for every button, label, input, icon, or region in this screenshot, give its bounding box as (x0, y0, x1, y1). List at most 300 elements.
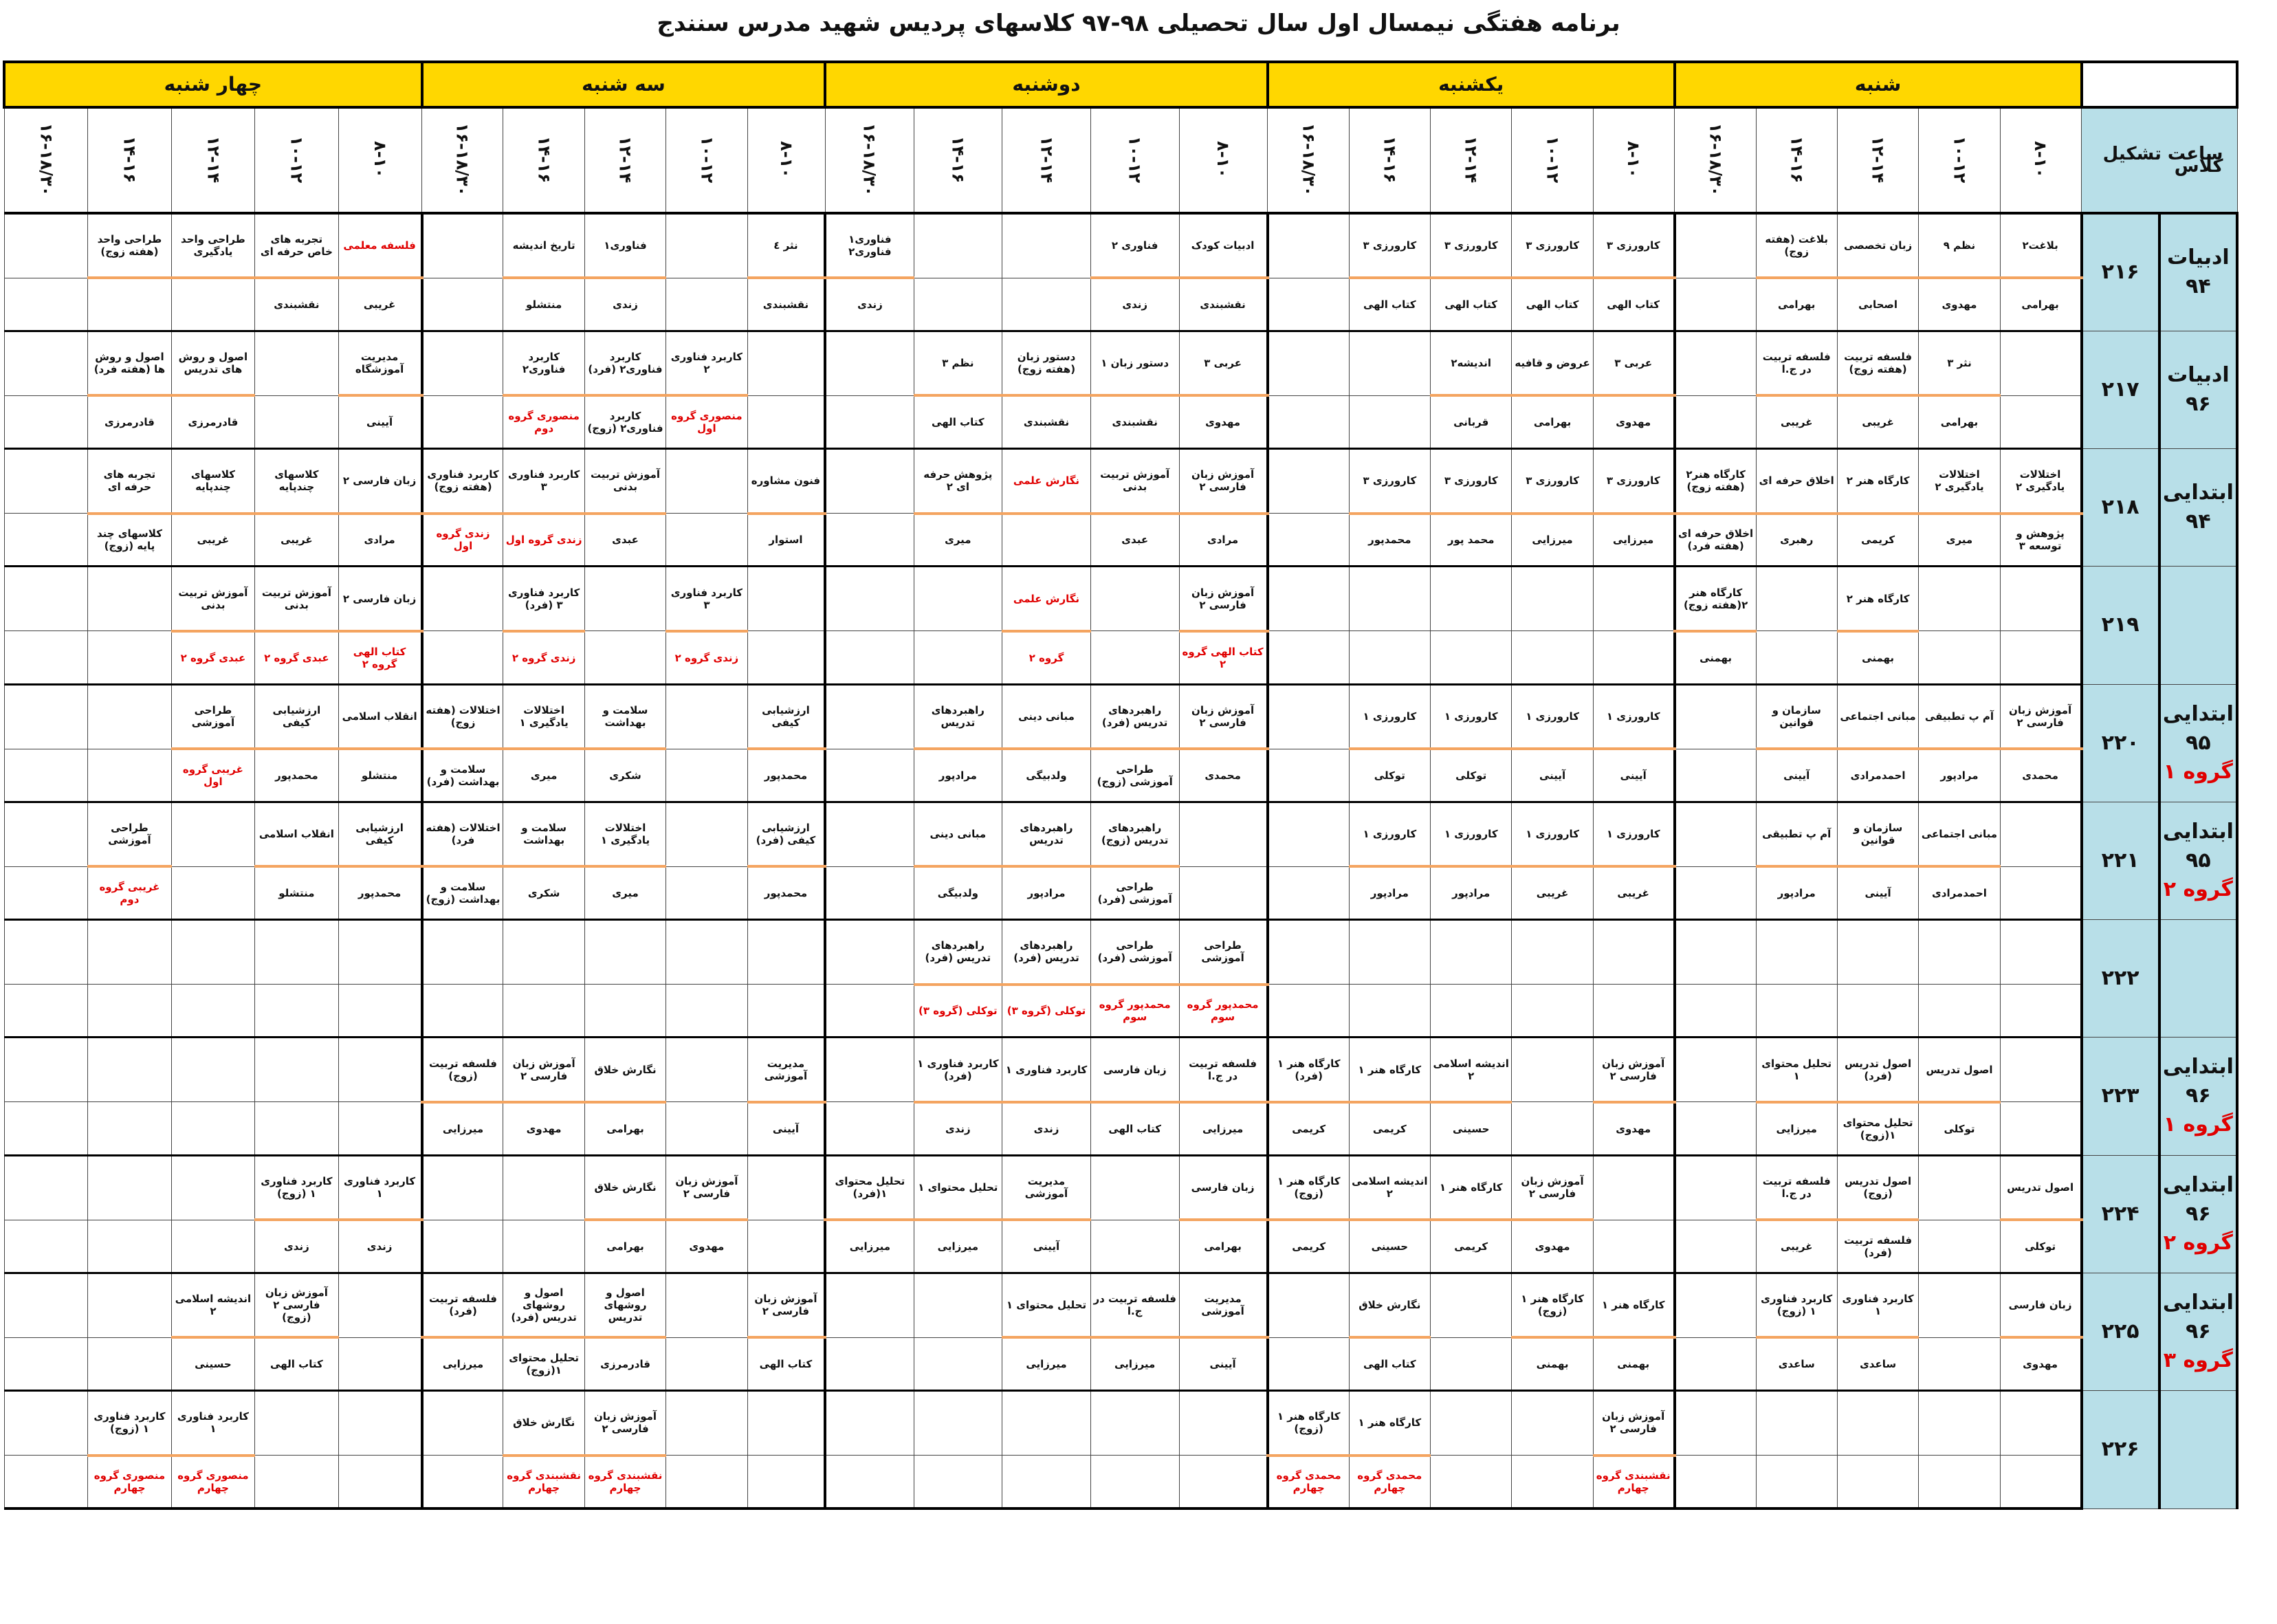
class-row (4, 802, 2237, 866)
course-cell: محمدپور (1349, 514, 1430, 567)
course-cell: آموزش زبان فارسی ۲ (666, 1155, 747, 1220)
course-cell: ساعدی (1837, 1337, 1918, 1390)
class-row (4, 684, 2237, 749)
course-cell: دستور زبان ۱ (1090, 331, 1179, 395)
class-row (4, 514, 2237, 567)
course-cell (338, 1273, 421, 1337)
time-slot-header (1756, 107, 1837, 213)
course-cell (1349, 395, 1430, 448)
course-cell: کلاسهای چندپایه (255, 449, 338, 514)
course-cell (584, 631, 666, 684)
class-row (4, 278, 2237, 331)
course-cell: کتاب الهی گروه ۲ (1179, 631, 1268, 684)
course-cell: راهبردهای تدریس (فرد) (1002, 920, 1091, 985)
class-label (2159, 1391, 2237, 1509)
course-cell: پژوهش و توسعه ۳ (2000, 514, 2081, 567)
course-cell (255, 331, 338, 395)
course-cell (338, 1337, 421, 1390)
course-cell: میرزایی (1756, 1102, 1837, 1155)
course-cell: زبان فارسی ۲ (338, 449, 421, 514)
course-cell (88, 920, 171, 985)
course-cell (171, 1038, 254, 1102)
course-cell: کاربرد فناوری۲ (فرد) (584, 331, 666, 395)
course-cell (422, 1456, 503, 1508)
course-cell (1512, 920, 1593, 985)
course-cell (1002, 1456, 1091, 1508)
course-cell: ولدبیگی (914, 866, 1002, 919)
course-cell: نقشبندی (255, 278, 338, 331)
course-cell: نثر ٤ (747, 213, 825, 278)
course-cell: کارگاه هنر ۱ (زوج) (1268, 1391, 1349, 1456)
course-cell: توکلی (گروه ۳) (914, 985, 1002, 1038)
course-cell: میرزایی (1512, 514, 1593, 567)
time-slot-header (4, 107, 88, 213)
course-cell (747, 1391, 825, 1456)
course-cell: مبانی اجتماعی (1919, 802, 2000, 866)
course-cell: بهمنی (1593, 1337, 1674, 1390)
course-cell: آیینی (1756, 749, 1837, 802)
course-cell: غریبی گروه دوم (88, 866, 171, 919)
course-cell (4, 1337, 88, 1390)
course-cell (747, 1220, 825, 1273)
course-cell (4, 920, 88, 985)
course-cell: آیینی (1837, 866, 1918, 919)
course-cell (88, 1220, 171, 1273)
time-slot-label: ۱۰-۱۲ (1949, 135, 1969, 183)
course-cell (4, 1273, 88, 1337)
course-cell: مهدوی (666, 1220, 747, 1273)
course-cell: کتاب الهی (1593, 278, 1674, 331)
course-cell (825, 631, 914, 684)
course-cell (1431, 920, 1512, 985)
course-cell (1268, 278, 1349, 331)
course-cell (4, 395, 88, 448)
course-cell (1593, 1220, 1674, 1273)
course-cell: مدیریت آموزشی (1002, 1155, 1091, 1220)
course-cell (1349, 331, 1430, 395)
course-cell: بهرامی (1919, 395, 2000, 448)
course-cell: نقشبندی گروه چهارم (584, 1456, 666, 1508)
course-cell (914, 1337, 1002, 1390)
course-cell: سازمان و قوانین (1837, 802, 1918, 866)
course-cell: میرزایی (1090, 1337, 1179, 1390)
course-cell: میرزایی (825, 1220, 914, 1273)
course-cell: کتاب الهی (255, 1337, 338, 1390)
class-group: گروه ۱ (2163, 759, 2233, 784)
course-cell (1675, 1391, 1756, 1456)
course-cell (825, 1337, 914, 1390)
time-slot-label: ۱۰-۱۲ (287, 135, 307, 183)
class-row (4, 1038, 2237, 1102)
course-cell: اندیشه اسلامی ۲ (1349, 1155, 1430, 1220)
course-cell: کارگاه هنر ۱ (فرد) (1268, 1038, 1349, 1102)
course-cell (422, 985, 503, 1038)
course-cell: مهدوی (1593, 395, 1674, 448)
course-cell: زندی (338, 1220, 421, 1273)
course-cell (1675, 1273, 1756, 1337)
course-cell: کارورزی ۳ (1431, 449, 1512, 514)
course-cell (1756, 985, 1837, 1038)
course-cell: فلسفه تربیت (زوج) (422, 1038, 503, 1102)
course-cell: عبدی (584, 514, 666, 567)
class-row (4, 1337, 2237, 1390)
course-cell: کاربرد فناوری۲ (503, 331, 584, 395)
course-cell: گروه ۲ (1002, 631, 1091, 684)
course-cell: فناوری۱ فناوری۲ (825, 213, 914, 278)
course-cell (171, 1102, 254, 1155)
course-cell (1675, 985, 1756, 1038)
class-label (2159, 1155, 2237, 1273)
time-slot-label: ۸-۱۰ (2031, 140, 2051, 178)
time-slot-header (1268, 107, 1349, 213)
course-cell: زبان فارسی (1179, 1155, 1268, 1220)
course-cell: فلسفه تربیت (فرد) (1837, 1220, 1918, 1273)
course-cell: کاربرد فناوری ۳ (503, 449, 584, 514)
course-cell: آموزش تربیت بدنی (171, 567, 254, 631)
class-name: ابتدایی ۹۵ (2162, 701, 2234, 755)
course-cell: اندیشه اسلامی ۲ (1431, 1038, 1512, 1102)
course-cell (1268, 1273, 1349, 1337)
course-cell: راهبردهای تدریس (فرد) (1090, 684, 1179, 749)
course-cell: آموزش زبان فارسی ۲ (2000, 684, 2081, 749)
course-cell: کاربرد فناوری ۱ (زوج) (255, 1155, 338, 1220)
course-cell: آیینی (1512, 749, 1593, 802)
course-cell: کاربرد فناوری ۱ (338, 1155, 421, 1220)
course-cell: محمدی گروه چهارم (1268, 1456, 1349, 1508)
course-cell (1002, 278, 1091, 331)
course-cell: میرزایی (422, 1337, 503, 1390)
course-cell (1675, 684, 1756, 749)
course-cell: نگارش خلاق (584, 1038, 666, 1102)
course-cell (914, 631, 1002, 684)
course-cell (2000, 920, 2081, 985)
course-cell: حسینی (171, 1337, 254, 1390)
course-cell (2000, 866, 2081, 919)
course-cell: محمدپور گروه سوم (1090, 985, 1179, 1038)
schedule-table (3, 61, 2238, 1510)
course-cell (914, 1391, 1002, 1456)
course-cell: کارگاه هنر ۱ (1349, 1391, 1430, 1456)
class-number: ۲۲۵ (2082, 1273, 2159, 1390)
course-cell: اندیشه۲ (1431, 331, 1512, 395)
course-cell: فلسفه تربیت در ج.ا (1756, 1155, 1837, 1220)
course-cell: کارورزی ۳ (1431, 213, 1512, 278)
course-cell (747, 631, 825, 684)
course-cell: ارزشیابی کیفی (338, 802, 421, 866)
course-cell: زندی (825, 278, 914, 331)
course-cell (1919, 1337, 2000, 1390)
course-cell: عبدی گروه ۲ (171, 631, 254, 684)
time-slot-label: ۱۴-۱۶ (948, 135, 968, 183)
schedule-body (4, 213, 2237, 1508)
course-cell (2000, 395, 2081, 448)
course-cell (1675, 1337, 1756, 1390)
course-cell (4, 278, 88, 331)
course-cell: زندی (584, 278, 666, 331)
course-cell (666, 749, 747, 802)
page-title: برنامه هفتگی نیمسال اول سال تحصیلی ۹۸-۹۷ کلاسهای پردیس شهید مدرس سنندج (657, 10, 1620, 37)
course-cell (4, 213, 88, 278)
course-cell (666, 449, 747, 514)
course-cell: میری (1919, 514, 2000, 567)
course-cell (825, 1456, 914, 1508)
course-cell: راهبردهای تدریس (فرد) (914, 920, 1002, 985)
course-cell (1756, 920, 1837, 985)
course-cell: سلامت و بهداشت (زوج) (422, 866, 503, 919)
course-cell (2000, 567, 2081, 631)
course-cell: سلامت و بهداشت (584, 684, 666, 749)
course-cell: کارگاه هنر ۱ (1349, 1038, 1430, 1102)
course-cell (1675, 1038, 1756, 1102)
course-cell: مبانی دینی (1002, 684, 1091, 749)
course-cell (171, 920, 254, 985)
time-slot-header (584, 107, 666, 213)
class-number: ۲۲۲ (2082, 920, 2159, 1038)
course-cell (1675, 1220, 1756, 1273)
class-row (4, 631, 2237, 684)
course-cell (584, 985, 666, 1038)
course-cell: غریبی (1837, 395, 1918, 448)
course-cell: کارورزی ۱ (1349, 802, 1430, 866)
time-slot-header (338, 107, 421, 213)
course-cell: غریبی (1756, 1220, 1837, 1273)
course-cell: مهدوی (2000, 1337, 2081, 1390)
course-cell: زبان تخصصی (1837, 213, 1918, 278)
course-cell (825, 1391, 914, 1456)
course-cell (88, 1337, 171, 1390)
time-slot-label: ۸-۱۰ (1213, 140, 1233, 178)
class-name: ابتدایی ۹۶ (2162, 1172, 2234, 1226)
course-cell: محمدپور (338, 866, 421, 919)
course-cell (4, 1038, 88, 1102)
course-cell: فلسفه تربیت در ج.ا (1090, 1273, 1179, 1337)
day-monday: دوشنبه (825, 62, 1267, 107)
course-cell: توکلی (1431, 749, 1512, 802)
course-cell: فلسفه تربیت در ج.ا (1756, 331, 1837, 395)
time-slot-label: ۱۶-۱۸/۳۰ (859, 122, 879, 196)
course-cell (1593, 985, 1674, 1038)
course-cell (1268, 684, 1349, 749)
course-cell (88, 1273, 171, 1337)
course-cell: غریبی (1512, 866, 1593, 919)
time-slot-header (914, 107, 1002, 213)
course-cell: راهبردهای تدریس (زوج) (1090, 802, 1179, 866)
class-row (4, 1220, 2237, 1273)
course-cell: فنون مشاوره (747, 449, 825, 514)
class-name: ابتدایی ۹۶ (2162, 1055, 2234, 1108)
course-cell (338, 1102, 421, 1155)
course-cell: منصوری گروه چهارم (88, 1456, 171, 1508)
course-cell (747, 1155, 825, 1220)
class-number: ۲۲۴ (2082, 1155, 2159, 1273)
course-cell (1268, 213, 1349, 278)
course-cell: آیینی (747, 1102, 825, 1155)
course-cell: میری (503, 749, 584, 802)
course-cell: زندی (255, 1220, 338, 1273)
time-slot-label: ۱۴-۱۶ (1380, 135, 1400, 183)
course-cell (338, 1456, 421, 1508)
course-cell: زندی گروه ۲ (666, 631, 747, 684)
course-cell (1431, 567, 1512, 631)
course-cell (2000, 1102, 2081, 1155)
course-cell: آیینی (1179, 1337, 1268, 1390)
day-wednesday: چهار شنبه (4, 62, 422, 107)
class-number: ۲۱۸ (2082, 449, 2159, 567)
course-cell: مهدوی (1593, 1102, 1674, 1155)
course-cell: کارورزی ۱ (1512, 802, 1593, 866)
course-cell: استوار (747, 514, 825, 567)
course-cell: مرادپور (1349, 866, 1430, 919)
course-cell (4, 684, 88, 749)
course-cell: مرادی (338, 514, 421, 567)
course-cell: نگارش علمی (1002, 449, 1091, 514)
course-cell: آموزش تربیت بدنی (584, 449, 666, 514)
class-number: ۲۲۰ (2082, 684, 2159, 802)
course-cell (1268, 631, 1349, 684)
course-cell (666, 1456, 747, 1508)
course-cell (1919, 1456, 2000, 1508)
class-row (4, 395, 2237, 448)
course-cell: ادبیات کودک (1179, 213, 1268, 278)
course-cell: مرادپور (914, 749, 1002, 802)
class-row (4, 749, 2237, 802)
course-cell: تحلیل محتوای ۱ (1756, 1038, 1837, 1102)
course-cell: کتاب الهی (914, 395, 1002, 448)
course-cell: آموزش زبان فارسی ۲ (503, 1038, 584, 1102)
course-cell: غریبی (171, 514, 254, 567)
course-cell (1919, 1273, 2000, 1337)
course-cell: طراحی آموزشی (1179, 920, 1268, 985)
time-slot-header (1349, 107, 1430, 213)
course-cell: قادرمرزی (584, 1337, 666, 1390)
course-cell (1349, 920, 1430, 985)
course-cell: زندی (1090, 278, 1179, 331)
course-cell: نقشبندی (1179, 278, 1268, 331)
course-cell (1919, 1155, 2000, 1220)
course-cell (825, 449, 914, 514)
course-cell (422, 278, 503, 331)
course-cell (422, 1391, 503, 1456)
course-cell (1268, 985, 1349, 1038)
course-cell (1090, 631, 1179, 684)
course-cell (914, 567, 1002, 631)
class-number: ۲۲۶ (2082, 1391, 2159, 1509)
course-cell (666, 278, 747, 331)
time-slot-header (825, 107, 914, 213)
course-cell (1349, 631, 1430, 684)
course-cell: راهبردهای تدریس (1002, 802, 1091, 866)
course-cell: کلاسهای چند پایه (زوج) (88, 514, 171, 567)
time-slot-label: ۸-۱۰ (1624, 140, 1644, 178)
course-cell: منتشلو (503, 278, 584, 331)
class-label (2159, 1273, 2237, 1390)
course-cell: کارگاه هنر ۲ (1837, 449, 1918, 514)
class-name: ادبیات ۹۴ (2167, 245, 2230, 299)
course-cell (1675, 213, 1756, 278)
course-cell: آموزش تربیت بدنی (1090, 449, 1179, 514)
course-cell: کتاب الهی (1349, 1337, 1430, 1390)
course-cell (1919, 567, 2000, 631)
course-cell: کلاسهای چندپایه (171, 449, 254, 514)
course-cell (1431, 631, 1512, 684)
course-cell (1268, 449, 1349, 514)
course-cell (1919, 631, 2000, 684)
course-cell: کارگاه هنر ۱ (زوج) (1268, 1155, 1349, 1220)
course-cell (825, 802, 914, 866)
course-cell (666, 1038, 747, 1102)
course-cell (914, 213, 1002, 278)
course-cell (171, 1220, 254, 1273)
course-cell: زندی گروه اول (503, 514, 584, 567)
course-cell: کاربرد فناوری ۱ (فرد) (914, 1038, 1002, 1102)
course-cell: مرادپور (1431, 866, 1512, 919)
course-cell: زبان فارسی (1090, 1038, 1179, 1102)
course-cell (4, 802, 88, 866)
course-cell: اصول و روش های تدریس (171, 331, 254, 395)
course-cell: کارورزی ۱ (1349, 684, 1430, 749)
course-cell: کریمی (1268, 1220, 1349, 1273)
class-row (4, 866, 2237, 919)
course-cell (1268, 749, 1349, 802)
course-cell: میری (584, 866, 666, 919)
class-label (2159, 1038, 2237, 1155)
course-cell (88, 1155, 171, 1220)
course-cell (1593, 1155, 1674, 1220)
class-row (4, 331, 2237, 395)
course-cell (422, 213, 503, 278)
course-cell (88, 278, 171, 331)
course-cell: کارورزی ۳ (1593, 213, 1674, 278)
course-cell: اصول تدریس (1919, 1038, 2000, 1102)
time-slot-label: ۱۶-۱۸/۳۰ (1298, 122, 1318, 196)
course-cell (584, 567, 666, 631)
course-cell: کریمی (1349, 1102, 1430, 1155)
course-cell (88, 1038, 171, 1102)
time-slot-label: ۱۰-۱۲ (1125, 135, 1145, 183)
course-cell: کارورزی ۱ (1431, 684, 1512, 749)
course-cell: آموزش زبان فارسی ۲ (1179, 449, 1268, 514)
course-cell (255, 985, 338, 1038)
course-cell: ارزشیابی کیفی (255, 684, 338, 749)
course-cell: عربی ۳ (1179, 331, 1268, 395)
course-cell (1090, 1391, 1179, 1456)
course-cell (422, 1220, 503, 1273)
course-cell (825, 866, 914, 919)
course-cell (255, 1391, 338, 1456)
course-cell (1919, 1391, 2000, 1456)
course-cell: مبانی دینی (914, 802, 1002, 866)
course-cell (914, 278, 1002, 331)
time-slot-label: ۸-۱۰ (776, 140, 796, 178)
course-cell: اصحابی (1837, 278, 1918, 331)
day-sunday: یکشنبه (1268, 62, 1675, 107)
class-row (4, 1102, 2237, 1155)
course-cell (1002, 213, 1091, 278)
time-slot-header (88, 107, 171, 213)
course-cell (1512, 1102, 1593, 1155)
course-cell (1593, 631, 1674, 684)
course-cell (255, 1102, 338, 1155)
course-cell (1179, 1391, 1268, 1456)
time-slot-label: ۱۴-۱۶ (1787, 135, 1807, 183)
course-cell (1268, 1337, 1349, 1390)
course-cell (88, 1102, 171, 1155)
course-cell (825, 567, 914, 631)
course-cell: مرادپور (1919, 749, 2000, 802)
course-cell: پژوهش حرفه ای ۲ (914, 449, 1002, 514)
course-cell (825, 985, 914, 1038)
course-cell: آموزش زبان فارسی ۲ (584, 1391, 666, 1456)
